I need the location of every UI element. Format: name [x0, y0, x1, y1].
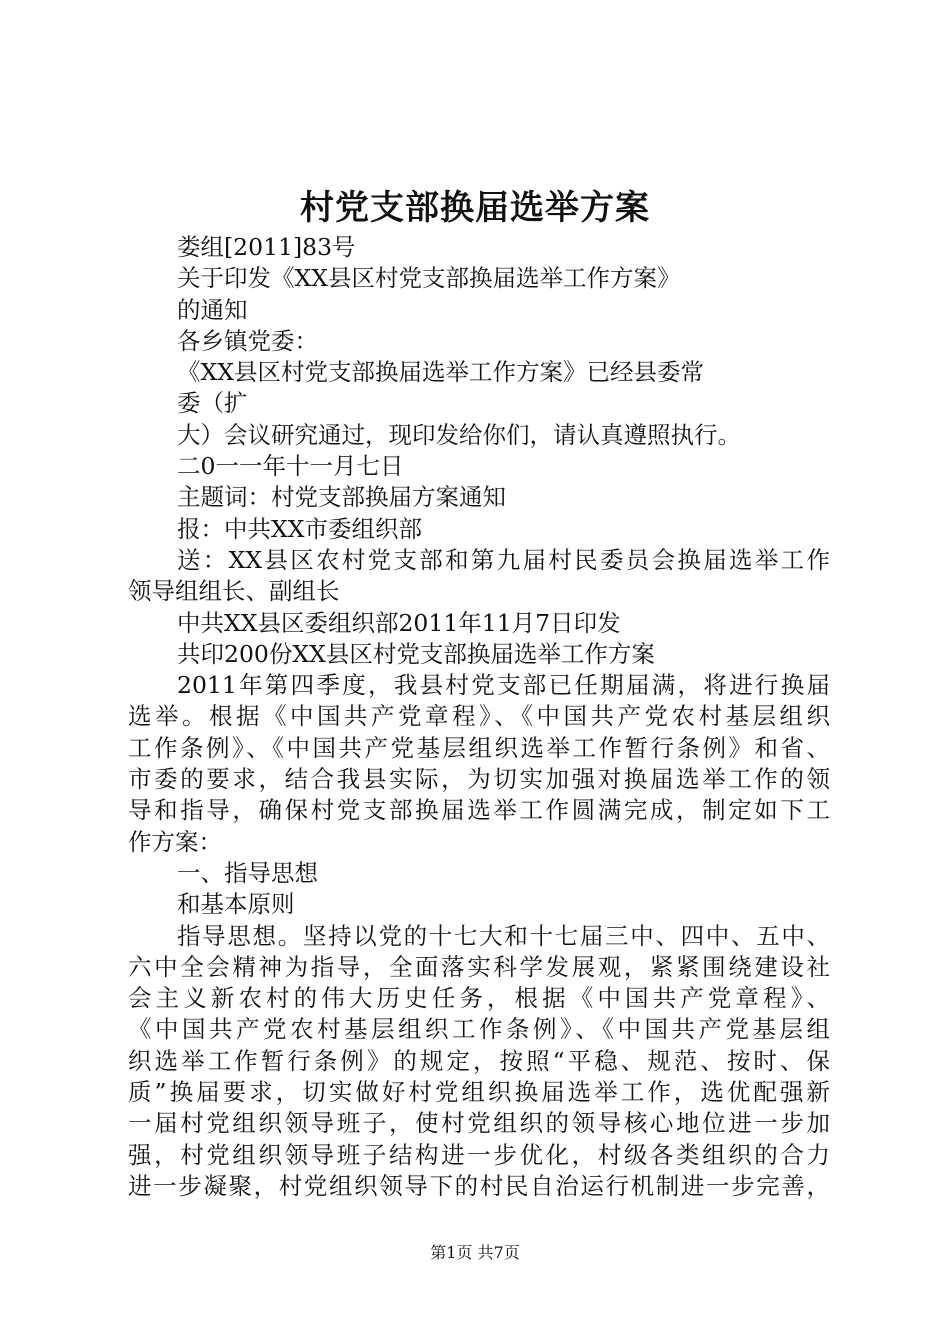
text-line: 六中全会精神为指导，全面落实科学发展观，紧紧围绕建设社	[128, 952, 830, 981]
text-line: 中共XX县区委组织部2011年11月7日印发	[177, 608, 621, 637]
text-line: 一、指导思想	[177, 858, 318, 887]
text-line: 各乡镇党委：	[177, 326, 318, 355]
text-line: 市委的要求，结合我县实际，为切实加强对换届选举工作的领	[128, 765, 830, 794]
text-line: 《中国共产党农村基层组织工作条例》、《中国共产党基层组	[128, 1015, 830, 1044]
text-line: 主题词：村党支部换届方案通知	[177, 483, 506, 512]
text-line: 报：中共XX市委组织部	[177, 514, 422, 543]
text-line: 的通知	[177, 295, 248, 324]
text-line: 大）会议研究通过，现印发给你们，请认真遵照执行。	[177, 420, 741, 449]
text-line: 关于印发《XX县区村党支部换届选举工作方案》	[177, 264, 681, 293]
text-line: 领导组组长、副组长	[128, 577, 340, 606]
text-line: 质”换届要求，切实做好村党组织换届选举工作，选优配强新	[128, 1078, 830, 1107]
text-line: 共印200份XX县区村党支部换届选举工作方案	[177, 639, 655, 668]
text-line: 进一步凝聚，村党组织领导下的村民自治运行机制进一步完善，	[128, 1171, 830, 1200]
text-line: 2011年第四季度，我县村党支部已任期届满，将进行换届	[177, 671, 830, 700]
text-line: 作方案：	[128, 827, 222, 856]
text-line: 会主义新农村的伟大历史任务，根据《中国共产党章程》、	[128, 984, 830, 1013]
text-line: 选举。根据《中国共产党章程》、《中国共产党农村基层组织	[128, 702, 830, 731]
text-line: 一届村党组织领导班子，使村党组织的领导核心地位进一步加	[128, 1109, 830, 1138]
text-line: 委（扩	[177, 389, 248, 418]
text-line: 导和指导，确保村党支部换届选举工作圆满完成，制定如下工	[128, 796, 830, 825]
text-line: 强，村党组织领导班子结构进一步优化，村级各类组织的合力	[128, 1140, 830, 1169]
text-line: 指导思想。坚持以党的十七大和十七届三中、四中、五中、	[177, 921, 830, 950]
page-footer: 第1页 共7页	[430, 1243, 520, 1262]
text-line: 《XX县区村党支部换届选举工作方案》已经县委常	[177, 358, 704, 387]
text-line: 和基本原则	[177, 890, 295, 919]
text-line: 二0一一年十一月七日	[177, 452, 404, 481]
text-line: 工作条例》、《中国共产党基层组织选举工作暂行条例》和省、	[128, 733, 830, 762]
text-line: 送：XX县区农村党支部和第九届村民委员会换届选举工作	[177, 545, 830, 574]
text-line: 织选举工作暂行条例》的规定，按照“平稳、规范、按时、保	[128, 1046, 830, 1075]
text-line: 娄组[2011]83号	[177, 233, 356, 261]
document-title: 村党支部换届选举方案	[300, 188, 650, 228]
document-body	[128, 232, 830, 1202]
